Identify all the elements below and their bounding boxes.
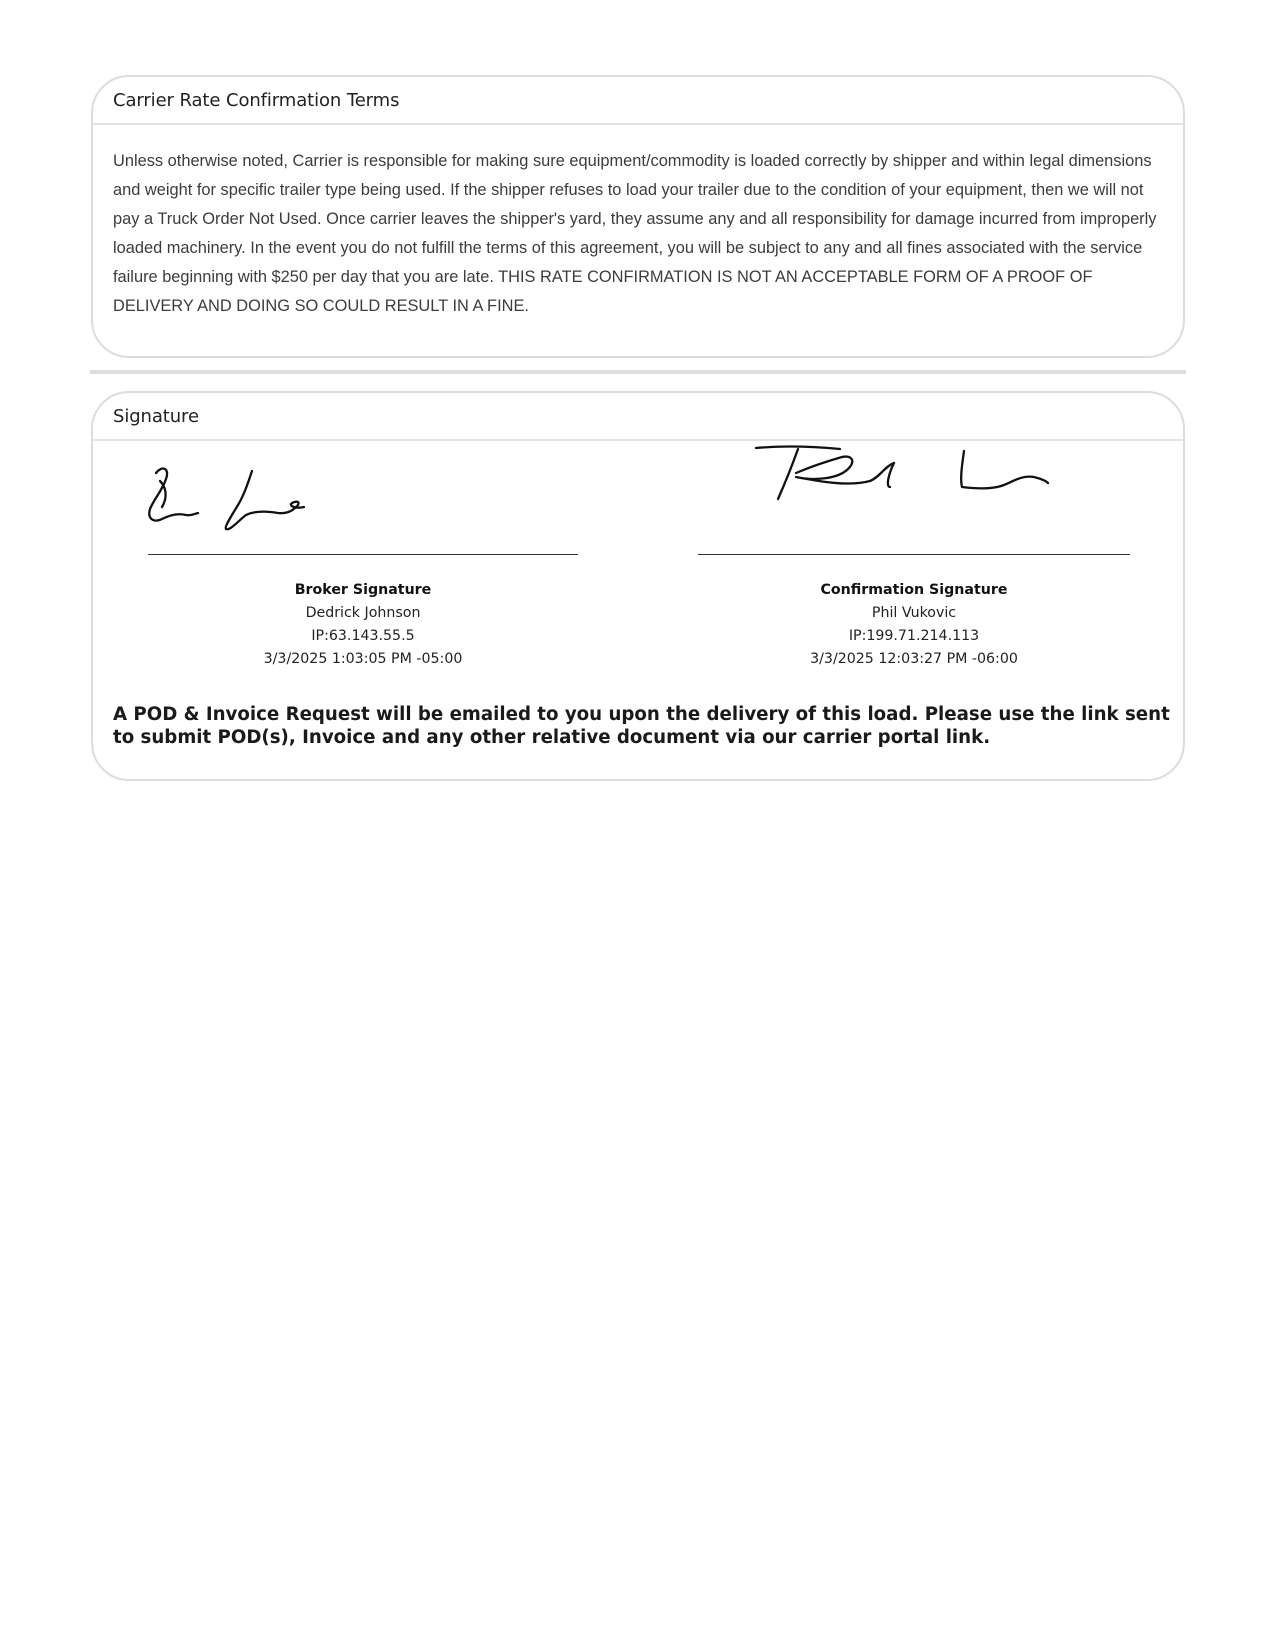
signature-card-header bbox=[93, 393, 1183, 441]
terms-title: Carrier Rate Confirmation Terms bbox=[113, 89, 400, 111]
confirmation-signature-line bbox=[698, 441, 1130, 555]
pod-invoice-notice: A POD & Invoice Request will be emailed to you upon the delivery of this load. Please use the link sent to submit POD(s), Invoice and any other relative document via our carrier portal link. bbox=[113, 704, 1170, 748]
section-divider bbox=[90, 370, 1186, 374]
broker-ip: IP:63.143.55.5 bbox=[311, 628, 415, 644]
signature-card bbox=[91, 391, 1185, 781]
broker-signature-block bbox=[148, 441, 578, 671]
terms-body: Unless otherwise noted, Carrier is responsible for making sure equipment/commodity is loaded correctly by shipper and within legal dimensions and weight for specific trailer type being used. If the shipper refuses to load your trailer due to the condition of your equipment, then we will not pay a Truck Order Not Used. Once carrier leaves the shipper's yard, they assume any and all responsibility for damage incurred from improperly loaded machinery. In the event you do not fulfill the terms of this agreement, you will be subject to any and all fines associated with the service failure beginning with $250 per day that you are late. THIS RATE CONFIRMATION IS NOT AN ACCEPTABLE FORM OF A PROOF OF DELIVERY AND DOING SO COULD RESULT IN A FINE. bbox=[113, 152, 1157, 315]
confirmation-signature-label: Confirmation Signature bbox=[820, 582, 1008, 598]
confirmation-ip: IP:199.71.214.113 bbox=[848, 628, 980, 644]
confirmation-name: Phil Vukovic bbox=[871, 605, 957, 621]
broker-name: Dedrick Johnson bbox=[305, 605, 421, 621]
confirmation-signature-image bbox=[698, 441, 1130, 555]
signature-title: Signature bbox=[113, 405, 199, 427]
broker-signature-label: Broker Signature bbox=[294, 582, 432, 598]
confirmation-timestamp: 3/3/2025 12:03:27 PM -06:00 bbox=[810, 651, 1018, 667]
broker-timestamp: 3/3/2025 1:03:05 PM -05:00 bbox=[263, 651, 463, 667]
terms-card bbox=[91, 75, 1185, 358]
terms-card-header bbox=[93, 77, 1183, 125]
confirmation-signature-block bbox=[698, 441, 1130, 671]
broker-signature-line bbox=[148, 441, 578, 555]
broker-signature-image bbox=[148, 441, 578, 555]
